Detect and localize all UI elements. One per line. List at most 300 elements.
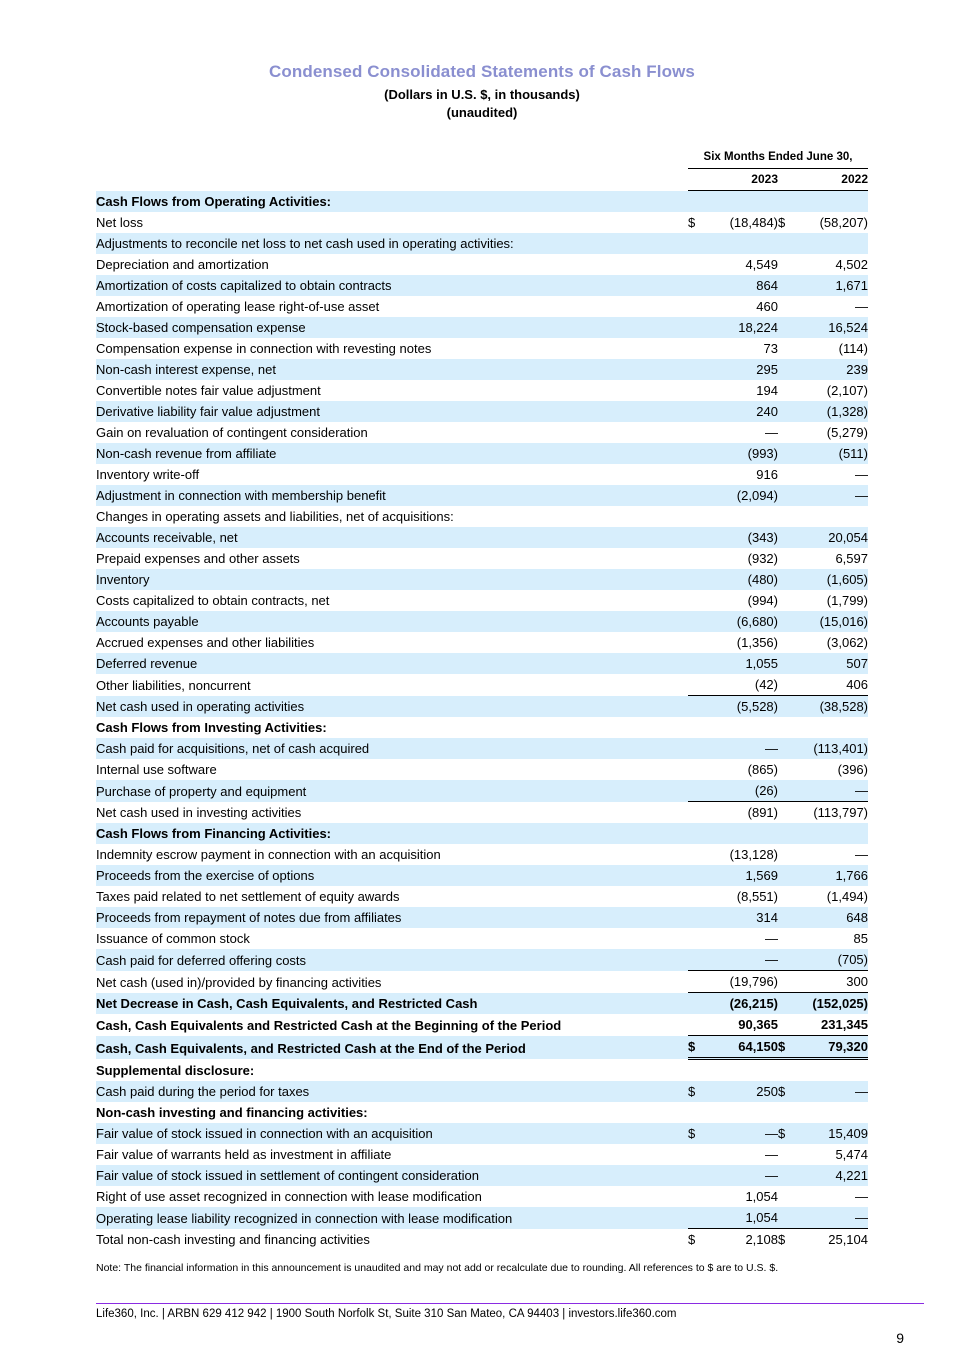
value-2023: (993) (706, 443, 778, 464)
row-label: Net cash used in investing activities (96, 805, 302, 821)
currency-symbol-2022: $ (778, 1081, 796, 1102)
table-row (96, 949, 868, 971)
table-row (96, 653, 868, 674)
currency-symbol-2023 (688, 844, 706, 865)
row-label: Costs capitalized to obtain contracts, net (96, 593, 330, 609)
row-label: Indemnity escrow payment in connection with an acquisition (96, 847, 441, 863)
row-label: Purchase of property and equipment (96, 780, 680, 802)
currency-symbol-2022 (778, 233, 796, 254)
value-2023: — (706, 949, 778, 971)
currency-symbol-2022 (778, 802, 796, 824)
currency-symbol-2023 (688, 1059, 706, 1082)
row-label: Gain on revaluation of contingent consideration (96, 425, 368, 441)
table-row (96, 993, 868, 1015)
currency-symbol-2023 (688, 1102, 706, 1123)
value-2022: 406 (846, 677, 868, 693)
currency-symbol-2023 (688, 443, 706, 464)
row-label: Right of use asset recognized in connection with lease modification (96, 1189, 482, 1205)
currency-symbol-2022 (778, 865, 796, 886)
currency-symbol-2022 (778, 696, 796, 718)
currency-symbol-2022 (778, 569, 796, 590)
value-2023: (994) (747, 593, 778, 609)
value-2022: 1,671 (796, 275, 868, 296)
value-2022: (1,799) (826, 593, 868, 609)
value-2022: 20,054 (796, 527, 868, 548)
value-2023: 1,569 (706, 865, 778, 886)
value-2022: (113,401) (796, 738, 868, 759)
row-spacer (680, 802, 688, 824)
table-header (96, 147, 868, 191)
currency-symbol-2023 (688, 338, 706, 359)
row-label: Compensation expense in connection with revesting notes (96, 341, 432, 357)
table-row (96, 1059, 868, 1082)
table-body (96, 191, 868, 1251)
row-label: Total non-cash investing and financing activities (96, 1232, 370, 1248)
currency-symbol-2023 (688, 569, 706, 590)
value-2022: (1,605) (796, 569, 868, 590)
currency-symbol-2022 (778, 338, 796, 359)
table-row (96, 717, 868, 738)
value-2023 (706, 191, 778, 213)
value-2023: 460 (756, 299, 778, 315)
value-2022 (796, 233, 868, 254)
value-2022: (15,016) (796, 611, 868, 632)
row-label: Adjustments to reconcile net loss to net cash used in operating activities: (96, 233, 680, 254)
currency-symbol-2023 (688, 191, 706, 213)
value-2022: 4,221 (796, 1165, 868, 1186)
currency-symbol-2022 (778, 1207, 796, 1229)
currency-symbol-2023 (688, 548, 706, 569)
value-2023: 314 (706, 907, 778, 928)
table-row (96, 1123, 868, 1144)
row-spacer (680, 590, 688, 611)
row-spacer (680, 1059, 688, 1082)
table-row (96, 1014, 868, 1036)
currency-symbol-2023 (688, 380, 706, 401)
value-2023: — (706, 738, 778, 759)
value-2022: (152,025) (796, 993, 868, 1015)
row-spacer (680, 653, 688, 674)
table-row (96, 1102, 868, 1123)
table-row (96, 590, 868, 611)
currency-symbol-2022 (778, 254, 796, 275)
row-label: Fair value of stock issued in connection with an acquisition (96, 1123, 680, 1144)
value-2023: 18,224 (706, 317, 778, 338)
currency-symbol-2022: $ (778, 1229, 796, 1251)
value-2023: (19,796) (706, 971, 778, 993)
row-label: Net cash used in operating activities (96, 696, 680, 718)
currency-symbol-2023 (688, 359, 706, 380)
value-2022: (1,328) (796, 401, 868, 422)
table-row (96, 971, 868, 993)
currency-symbol-2023 (688, 1165, 706, 1186)
row-spacer (680, 993, 688, 1015)
cash-flow-table (96, 147, 868, 1250)
table-row (96, 401, 868, 422)
value-2023: 194 (756, 383, 778, 399)
row-label: Supplemental disclosure: (96, 1063, 255, 1079)
value-2023: (26,215) (706, 993, 778, 1015)
row-spacer (680, 611, 688, 632)
value-2023: (865) (747, 762, 778, 778)
row-spacer (680, 928, 688, 949)
row-label: Stock-based compensation expense (96, 317, 680, 338)
row-spacer (680, 632, 688, 653)
currency-symbol-2023: $ (688, 1229, 706, 1251)
currency-symbol-2023 (688, 275, 706, 296)
column-group-header: Six Months Ended June 30, (688, 147, 868, 169)
row-label: Cash paid during the period for taxes (96, 1081, 680, 1102)
currency-symbol-2022 (778, 844, 796, 865)
currency-symbol-2023 (688, 1207, 706, 1229)
currency-symbol-2022 (778, 380, 796, 401)
currency-symbol-2023 (688, 907, 706, 928)
value-2023: 295 (706, 359, 778, 380)
footer-text: Life360, Inc. | ARBN 629 412 942 | 1900 South Norfolk St, Suite 310 San Mateo, CA 94403 | investors.life360.com (96, 1308, 677, 1320)
currency-symbol-2022 (778, 191, 796, 213)
currency-symbol-2022 (778, 717, 796, 738)
row-spacer (680, 569, 688, 590)
footnote: Note: The financial information in this announcement is unaudited and may not add or recalculate due to rounding. All references to $ are to U.S. $. (96, 1262, 779, 1274)
row-label: Net Decrease in Cash, Cash Equivalents, and Restricted Cash (96, 993, 680, 1015)
table-row (96, 296, 868, 317)
table-row (96, 844, 868, 865)
row-label: Deferred revenue (96, 653, 680, 674)
value-2022: 507 (796, 653, 868, 674)
row-label: Taxes paid related to net settlement of equity awards (96, 889, 400, 905)
currency-symbol-2023 (688, 233, 706, 254)
currency-symbol-2023 (688, 717, 706, 738)
value-2023: (480) (706, 569, 778, 590)
row-spacer (680, 401, 688, 422)
table-row (96, 1036, 868, 1059)
row-spacer (680, 886, 688, 907)
row-spacer (680, 780, 688, 802)
row-label: Accounts receivable, net (96, 527, 680, 548)
value-2022: (38,528) (796, 696, 868, 718)
row-label: Fair value of stock issued in settlement of contingent consideration (96, 1165, 680, 1186)
currency-symbol-2023 (688, 401, 706, 422)
row-spacer (680, 696, 688, 718)
row-spacer (680, 338, 688, 359)
row-label: Internal use software (96, 762, 217, 778)
table-row (96, 359, 868, 380)
row-spacer (680, 527, 688, 548)
value-2022: — (796, 1207, 868, 1229)
currency-symbol-2022 (778, 1102, 796, 1123)
table-row (96, 1207, 868, 1229)
table-row (96, 464, 868, 485)
value-2022: 15,409 (796, 1123, 868, 1144)
value-2023: 90,365 (738, 1017, 778, 1033)
currency-symbol-2022 (778, 443, 796, 464)
table-row (96, 907, 868, 928)
row-label: Issuance of common stock (96, 931, 250, 947)
currency-symbol-2022 (778, 317, 796, 338)
value-2022: (2,107) (826, 383, 868, 399)
table-row (96, 422, 868, 443)
row-spacer (680, 759, 688, 780)
currency-symbol-2022 (778, 928, 796, 949)
value-2023: 1,055 (706, 653, 778, 674)
row-spacer (680, 443, 688, 464)
value-2022 (796, 191, 868, 213)
value-2022: — (796, 485, 868, 506)
value-2022 (796, 1102, 868, 1123)
currency-symbol-2023 (688, 802, 706, 824)
table-row (96, 928, 868, 949)
row-label: Proceeds from repayment of notes due from affiliates (96, 907, 680, 928)
currency-symbol-2022 (778, 971, 796, 993)
row-spacer (680, 275, 688, 296)
row-label: Fair value of warrants held as investment in affiliate (96, 1147, 392, 1163)
value-2023: — (765, 931, 778, 947)
currency-symbol-2023: $ (688, 215, 696, 231)
value-2023: (2,094) (706, 485, 778, 506)
currency-symbol-2023 (688, 780, 706, 802)
row-label: Cash paid for deferred offering costs (96, 949, 680, 971)
table-row (96, 802, 868, 824)
currency-symbol-2022 (778, 907, 796, 928)
value-2023: (5,528) (706, 696, 778, 718)
currency-symbol-2022 (778, 1144, 796, 1165)
currency-symbol-2023 (688, 1014, 706, 1036)
row-spacer (680, 317, 688, 338)
currency-symbol-2022 (778, 527, 796, 548)
value-2023: 4,549 (745, 257, 778, 273)
value-2023: (18,484) (729, 215, 778, 231)
table-row (96, 275, 868, 296)
currency-symbol-2023 (688, 590, 706, 611)
row-label: Proceeds from the exercise of options (96, 865, 680, 886)
value-2022: 4,502 (835, 257, 868, 273)
row-label: Depreciation and amortization (96, 257, 269, 273)
table-row (96, 338, 868, 359)
value-2022: — (796, 780, 868, 802)
row-label: Cash paid for acquisitions, net of cash acquired (96, 738, 680, 759)
footer-divider (96, 1303, 924, 1304)
row-label: Amortization of operating lease right-of-use asset (96, 299, 380, 315)
currency-symbol-2023 (688, 823, 706, 844)
table-row (96, 738, 868, 759)
table-row (96, 233, 868, 254)
table-row (96, 506, 868, 527)
currency-symbol-2023 (688, 674, 706, 696)
row-label: Non-cash revenue from affiliate (96, 443, 680, 464)
value-2022: 300 (796, 971, 868, 993)
value-2022: 239 (796, 359, 868, 380)
value-2022: (1,494) (826, 889, 868, 905)
currency-symbol-2023 (688, 296, 706, 317)
currency-symbol-2022 (778, 653, 796, 674)
currency-symbol-2022 (778, 993, 796, 1015)
table-row (96, 191, 868, 213)
table-row (96, 548, 868, 569)
value-2022: — (855, 467, 868, 483)
value-2022: (705) (796, 949, 868, 971)
row-spacer (680, 380, 688, 401)
row-spacer (680, 233, 688, 254)
currency-symbol-2023 (688, 1144, 706, 1165)
row-spacer (680, 865, 688, 886)
value-2023: (6,680) (706, 611, 778, 632)
currency-symbol-2023 (688, 971, 706, 993)
value-2022: (114) (838, 341, 868, 357)
table-row (96, 254, 868, 275)
table-row (96, 865, 868, 886)
row-label: Operating lease liability recognized in connection with lease modification (96, 1207, 680, 1229)
currency-symbol-2023 (688, 759, 706, 780)
row-spacer (680, 1207, 688, 1229)
currency-symbol-2023 (688, 611, 706, 632)
row-spacer (680, 674, 688, 696)
currency-symbol-2022 (778, 823, 796, 844)
currency-symbol-2022 (778, 759, 796, 780)
row-spacer (680, 464, 688, 485)
row-label: Inventory (96, 569, 680, 590)
row-spacer (680, 212, 688, 233)
currency-symbol-2023 (688, 317, 706, 338)
table-header-group-row (96, 147, 868, 169)
row-spacer (680, 296, 688, 317)
value-2023: — (765, 425, 778, 441)
currency-symbol-2022 (778, 632, 796, 653)
row-spacer (680, 844, 688, 865)
row-spacer (680, 548, 688, 569)
value-2023 (706, 1059, 778, 1082)
row-spacer (680, 1229, 688, 1251)
currency-symbol-2023 (688, 886, 706, 907)
row-spacer (680, 1014, 688, 1036)
table-row (96, 759, 868, 780)
value-2023: — (706, 1123, 778, 1144)
value-2022 (796, 506, 868, 527)
table-row (96, 611, 868, 632)
table-row (96, 380, 868, 401)
currency-symbol-2023 (688, 653, 706, 674)
value-2022: — (855, 299, 868, 315)
value-2023: (891) (706, 802, 778, 824)
value-2022: (511) (796, 443, 868, 464)
value-2022: 231,345 (821, 1017, 868, 1033)
value-2022: 648 (796, 907, 868, 928)
row-label: Non-cash interest expense, net (96, 359, 680, 380)
page-title: Condensed Consolidated Statements of Cash Flows (269, 62, 695, 81)
value-2023: (932) (747, 551, 778, 567)
table-row (96, 1144, 868, 1165)
currency-symbol-2023: $ (688, 1081, 706, 1102)
currency-symbol-2022 (778, 738, 796, 759)
value-2023 (706, 717, 778, 738)
row-label: Inventory write-off (96, 467, 200, 483)
value-2023: 2,108 (706, 1229, 778, 1251)
row-spacer (680, 738, 688, 759)
row-label: Changes in operating assets and liabilities, net of acquisitions: (96, 509, 454, 525)
table-row (96, 317, 868, 338)
row-label: Net cash (used in)/provided by financing activities (96, 974, 382, 990)
value-2023 (706, 1102, 778, 1123)
row-spacer (680, 949, 688, 971)
value-2023: 73 (763, 341, 778, 357)
table-header-year-row (96, 169, 868, 191)
value-2022: (113,797) (796, 802, 868, 824)
row-spacer (680, 1186, 688, 1207)
currency-symbol-2023 (688, 422, 706, 443)
row-spacer (680, 1144, 688, 1165)
table-row (96, 485, 868, 506)
page-number: 9 (896, 1330, 904, 1346)
value-2023: — (765, 1147, 778, 1163)
page-subtitle-currency: (Dollars in U.S. $, in thousands) (384, 87, 580, 102)
value-2022: 1,766 (796, 865, 868, 886)
currency-symbol-2022 (778, 1186, 796, 1207)
value-2023: 240 (706, 401, 778, 422)
currency-symbol-2023: $ (688, 1036, 706, 1059)
currency-symbol-2022 (778, 674, 796, 696)
value-2023: 916 (756, 467, 778, 483)
row-spacer (680, 1123, 688, 1144)
value-2022: 16,524 (796, 317, 868, 338)
value-2023 (706, 233, 778, 254)
table-row (96, 1081, 868, 1102)
value-2022 (796, 823, 868, 844)
row-spacer (680, 506, 688, 527)
currency-symbol-2023 (688, 632, 706, 653)
value-2022 (796, 717, 868, 738)
row-label: Cash, Cash Equivalents and Restricted Cash at the Beginning of the Period (96, 1017, 562, 1033)
row-spacer (680, 1165, 688, 1186)
currency-symbol-2022 (778, 949, 796, 971)
row-label: Convertible notes fair value adjustment (96, 383, 321, 399)
value-2022: 85 (853, 931, 868, 947)
value-2023: 1,054 (745, 1189, 778, 1205)
table-row (96, 1229, 868, 1251)
currency-symbol-2023 (688, 527, 706, 548)
value-2023: — (706, 1165, 778, 1186)
value-2023: (13,128) (729, 847, 778, 863)
table-row (96, 780, 868, 802)
table-row (96, 696, 868, 718)
currency-symbol-2022 (778, 548, 796, 569)
currency-symbol-2023 (688, 865, 706, 886)
currency-symbol-2023 (688, 928, 706, 949)
row-label: Other liabilities, noncurrent (96, 677, 251, 693)
value-2022: (5,279) (826, 425, 868, 441)
currency-symbol-2023 (688, 949, 706, 971)
row-spacer (680, 485, 688, 506)
row-label: Amortization of costs capitalized to obtain contracts (96, 275, 680, 296)
column-header-2022: 2022 (778, 169, 868, 191)
table-row (96, 674, 868, 696)
currency-symbol-2022 (778, 1014, 796, 1036)
row-spacer (680, 1036, 688, 1059)
row-spacer (680, 254, 688, 275)
row-label: Cash Flows from Financing Activities: (96, 823, 680, 844)
value-2022: 79,320 (796, 1036, 868, 1059)
value-2022: (396) (837, 762, 868, 778)
row-spacer (680, 823, 688, 844)
value-2022: 5,474 (835, 1147, 868, 1163)
row-spacer (680, 359, 688, 380)
currency-symbol-2022 (778, 1165, 796, 1186)
currency-symbol-2023 (688, 1186, 706, 1207)
currency-symbol-2022 (778, 485, 796, 506)
value-2022: — (796, 1081, 868, 1102)
currency-symbol-2022 (778, 780, 796, 802)
value-2022: 25,104 (796, 1229, 868, 1251)
currency-symbol-2022 (778, 1059, 796, 1082)
table-row (96, 1165, 868, 1186)
